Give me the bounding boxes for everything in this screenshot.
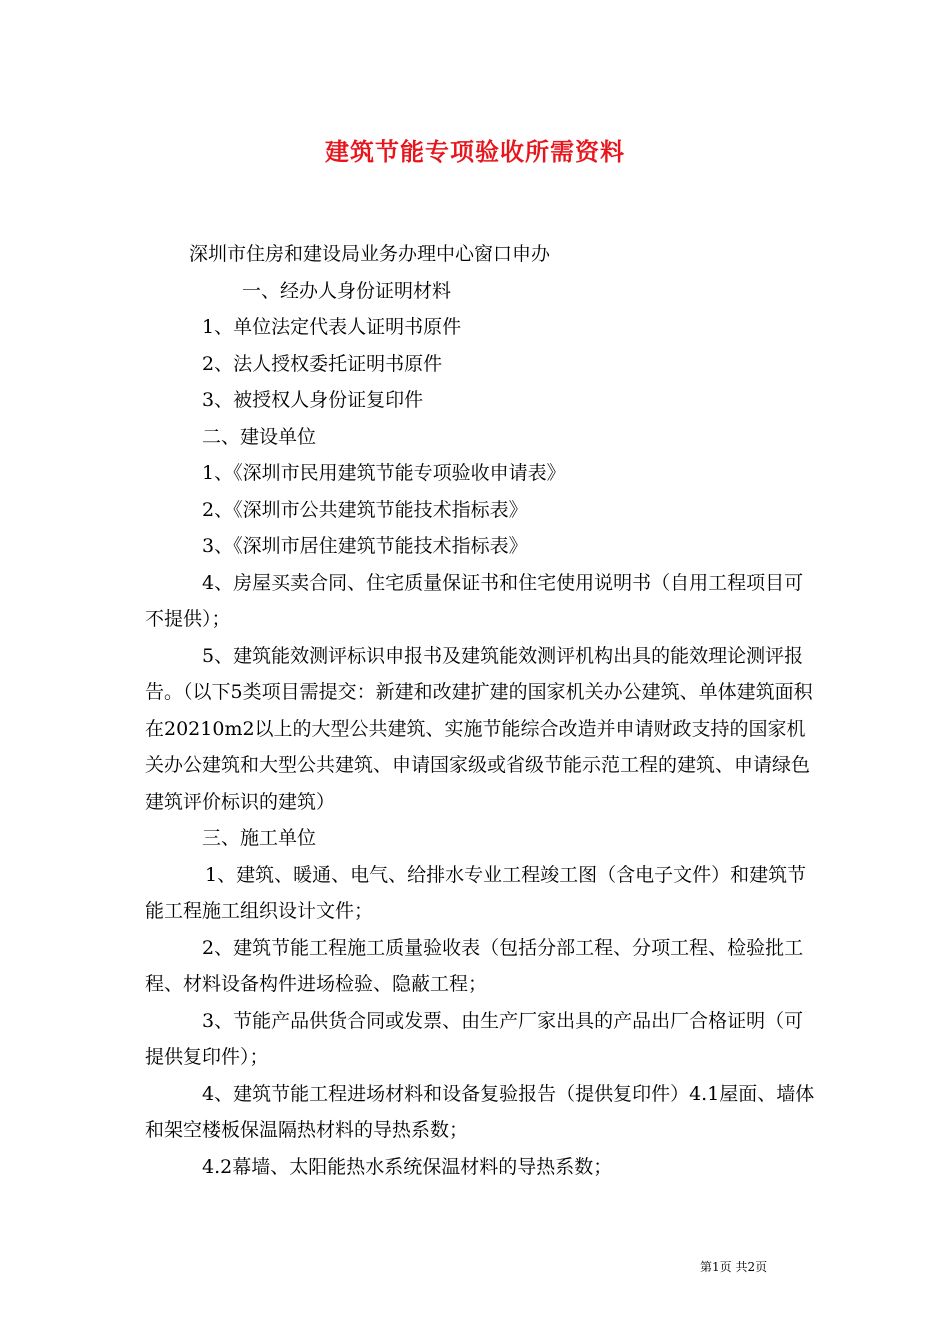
list-item: 3、《深圳市居住建筑节能技术指标表》 [202, 535, 528, 557]
list-item: 5、建筑能效测评标识申报书及建筑能效测评机构出具的能效理论测评报告。（以下5类项目需提交：新建和改建扩建的国家机关办公建筑、单体建筑面积在20210m2以上的大型公共建筑、实施节能综合改造并申请财政支持的国家机关办公建筑和大型公共建筑、申请国家级或省级节能示范工程的建筑、申请绿色建筑评价标识的建筑） [145, 644, 813, 813]
section-heading-2: 二、建设单位 [202, 425, 317, 448]
page-title: 建筑节能专项验收所需资料 [325, 137, 625, 166]
list-item: 4.2幕墙、太阳能热水系统保温材料的导热系数； [202, 1155, 613, 1178]
intro-line: 深圳市住房和建设局业务办理中心窗口申办 [189, 243, 551, 265]
list-item: 3、节能产品供货合同或发票、由生产厂家出具的产品出厂合格证明（可提供复印件）； [145, 1009, 804, 1068]
list-item: 2、法人授权委托证明书原件 [202, 352, 443, 375]
list-item: 4、房屋买卖合同、住宅质量保证书和住宅使用说明书（自用工程项目可不提供）； [145, 571, 804, 630]
page-number: 第1页 共2页 [700, 1260, 768, 1274]
list-item: 3、被授权人身份证复印件 [202, 389, 424, 411]
list-item: 1、单位法定代表人证明书原件 [202, 316, 462, 338]
list-item: 1、《深圳市民用建筑节能专项验收申请表》 [202, 462, 566, 484]
document-body [145, 236, 815, 1185]
list-item: 2、《深圳市公共建筑节能技术指标表》 [202, 498, 528, 521]
section-heading-3: 三、施工单位 [202, 827, 317, 849]
section-heading-1: 一、经办人身份证明材料 [242, 279, 452, 302]
list-item: 4、建筑节能工程进场材料和设备复验报告（提供复印件）4.1屋面、墙体和架空楼板保温隔热材料的导热系数； [145, 1082, 815, 1141]
list-item: 2、建筑节能工程施工质量验收表（包括分部工程、分项工程、检验批工程、材料设备构件进场检验、隐蔽工程； [145, 936, 804, 995]
list-item: 1、建筑、暖通、电气、给排水专业工程竣工图（含电子文件）和建筑节能工程施工组织设计文件； [145, 863, 807, 922]
